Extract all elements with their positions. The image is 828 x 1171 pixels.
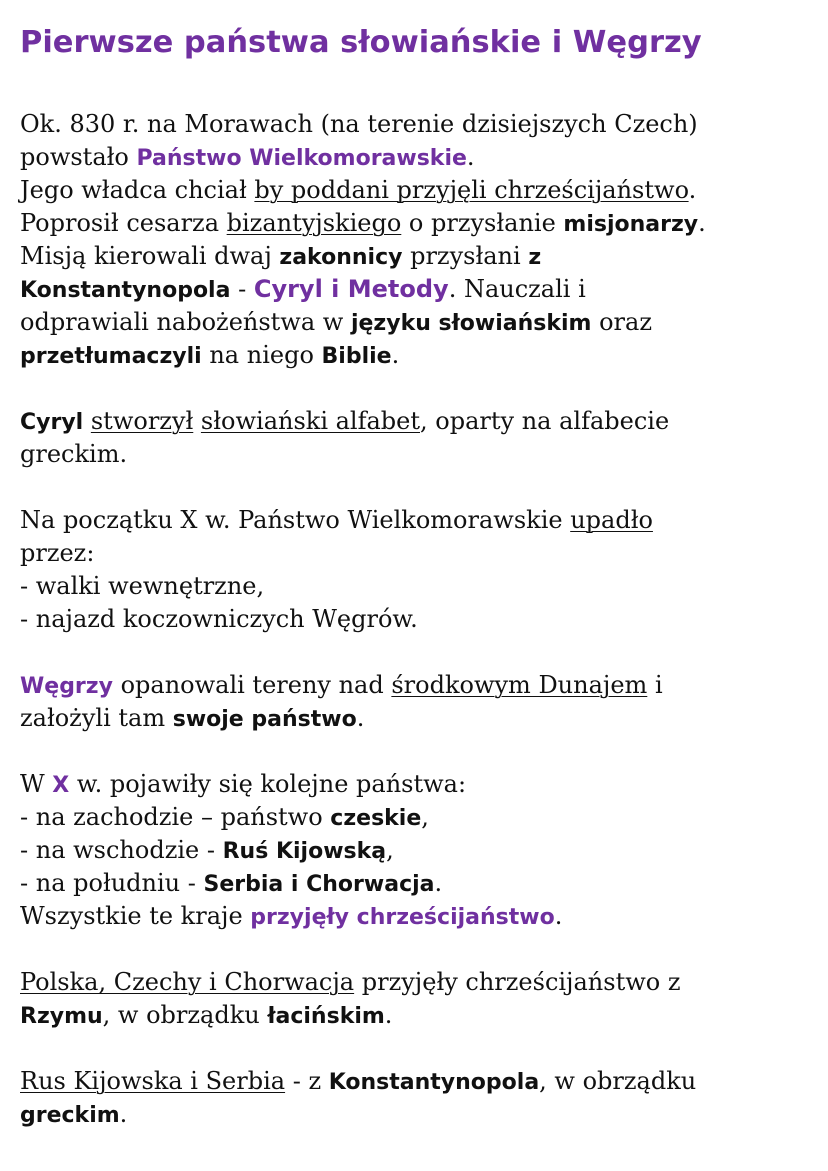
underlined-term: stworzył [90, 407, 194, 435]
text-span: przez: [20, 539, 95, 567]
text-line [20, 1065, 810, 1098]
bold-term: zakonnicy [279, 245, 403, 270]
text-span: - na południu - [20, 869, 204, 897]
text-span: odprawiali nabożeństwa w [20, 308, 351, 336]
paragraph-hungarians [20, 669, 810, 735]
text-span: W [20, 770, 53, 798]
underlined-term: Rus Kijowska i Serbia [20, 1067, 286, 1095]
highlight-term: Węgrzy [20, 674, 113, 699]
text-span: przysłani [402, 242, 529, 270]
highlight-term: Cyryl i Metody [253, 275, 449, 303]
paragraph-cyril-alphabet [20, 405, 810, 471]
text-span: - najazd koczowniczych Węgrów. [20, 605, 418, 633]
text-span: . Nauczali i [448, 275, 586, 303]
text-span: . [384, 1001, 393, 1029]
bold-term: misjonarzy [563, 212, 699, 237]
text-span: . [554, 902, 563, 930]
text-span: , oparty na alfabecie [420, 407, 670, 435]
text-span [83, 407, 91, 435]
text-span: w. pojawiły się kolejne państwa: [69, 770, 467, 798]
text-span: - [230, 275, 254, 303]
text-span: , w obrządku [102, 1001, 268, 1029]
text-span: - walki wewnętrzne, [20, 572, 265, 600]
list-item [20, 867, 810, 900]
text-line [20, 537, 810, 570]
text-span: o przysłanie [401, 209, 564, 237]
text-line [20, 438, 810, 471]
text-line [20, 405, 810, 438]
text-span: oraz [591, 308, 652, 336]
text-line [20, 306, 810, 339]
bold-term: Cyryl [20, 410, 84, 435]
text-line [20, 669, 810, 702]
text-span: - z [285, 1067, 329, 1095]
paragraph-fall-of-moravia [20, 504, 810, 636]
text-span: Ok. 830 r. na Morawach (na terenie dzisiejszych Czech) [20, 110, 698, 138]
text-line [20, 174, 810, 207]
underlined-term: upadło [570, 506, 653, 534]
bold-term: łacińskim [267, 1004, 385, 1029]
text-line [20, 999, 810, 1032]
bold-term: Ruś Kijowską [222, 839, 387, 864]
document-page [20, 18, 810, 1164]
text-span: Jego władca chciał [20, 176, 255, 204]
underlined-term: środkowym Dunajem [391, 671, 648, 699]
highlight-term: X [52, 773, 70, 798]
paragraph-greek-rite [20, 1065, 810, 1131]
bold-term: Biblie [321, 344, 392, 369]
text-span: - na wschodzie - [20, 836, 223, 864]
text-span: i [647, 671, 663, 699]
paragraph-latin-rite [20, 966, 810, 1032]
text-span: , w obrządku [539, 1067, 697, 1095]
bold-term: greckim [20, 1103, 120, 1128]
bold-term: przetłumaczyli [20, 344, 202, 369]
text-span: . [356, 704, 365, 732]
highlight-term: przyjęły chrześcijaństwo [250, 905, 555, 930]
text-span: , [386, 836, 394, 864]
text-span: . [466, 143, 475, 171]
text-span: . [391, 341, 400, 369]
text-span: Poprosił cesarza [20, 209, 227, 237]
bold-term: języku słowiańskim [350, 311, 592, 336]
underlined-term: Polska, Czechy i Chorwacja [20, 968, 355, 996]
list-item [20, 801, 810, 834]
text-span: , [421, 803, 429, 831]
underlined-term: bizantyjskiego [226, 209, 402, 237]
paragraph-great-moravia [20, 108, 810, 372]
bold-term: z [528, 245, 542, 270]
text-line [20, 141, 810, 174]
text-line [20, 966, 810, 999]
text-line [20, 207, 810, 240]
bold-term: Konstantynopola [20, 278, 231, 303]
text-span [193, 407, 201, 435]
text-span: założyli tam [20, 704, 173, 732]
text-line [20, 1098, 810, 1131]
text-span: greckim. [20, 440, 128, 468]
text-span: Wszystkie te kraje [20, 902, 251, 930]
text-span: . [688, 176, 697, 204]
text-line [20, 702, 810, 735]
text-span: powstało [20, 143, 137, 171]
page-title: Pierwsze państwa słowiańskie i Węgrzy [20, 25, 702, 60]
text-span: Misją kierowali dwaj [20, 242, 280, 270]
text-line [20, 900, 810, 933]
underlined-term: by poddani przyjęli chrześcijaństwo [254, 176, 689, 204]
highlight-term: Państwo Wielkomorawskie [136, 146, 467, 171]
text-span: - na zachodzie – państwo [20, 803, 331, 831]
bold-term: swoje państwo [172, 707, 357, 732]
text-span: na niego [201, 341, 322, 369]
text-span: . [119, 1100, 128, 1128]
text-line [20, 504, 810, 537]
text-span: Na początku X w. Państwo Wielkomorawskie [20, 506, 571, 534]
list-item [20, 603, 810, 636]
text-line [20, 339, 810, 372]
text-span: . [434, 869, 443, 897]
text-line [20, 108, 810, 141]
text-span: . [698, 209, 706, 237]
text-line [20, 768, 810, 801]
list-item [20, 570, 810, 603]
bold-term: Konstantynopola [328, 1070, 540, 1095]
bold-term: Rzymu [20, 1004, 103, 1029]
paragraph-new-states [20, 768, 810, 933]
text-line [20, 240, 810, 273]
text-span: opanowali tereny nad [112, 671, 392, 699]
text-line [20, 273, 810, 306]
bold-term: czeskie [330, 806, 422, 831]
text-span: przyjęły chrześcijaństwo z [354, 968, 681, 996]
underlined-term: słowiański alfabet [200, 407, 421, 435]
list-item [20, 834, 810, 867]
bold-term: Serbia i Chorwacja [203, 872, 435, 897]
